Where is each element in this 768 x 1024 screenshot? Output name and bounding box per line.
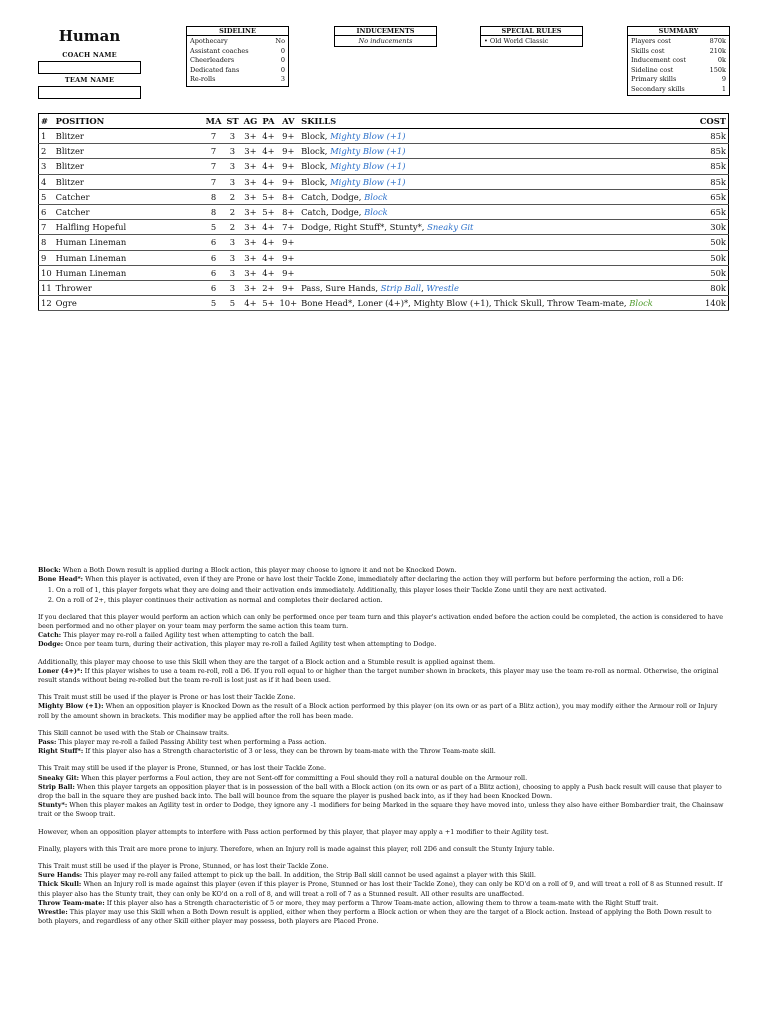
- player-num: 12: [39, 296, 54, 311]
- player-ag: 3+: [241, 174, 259, 189]
- summary-label: Players cost: [631, 37, 671, 45]
- sideline-label: Cheerleaders: [190, 56, 235, 65]
- player-row: [39, 144, 729, 159]
- skill-text: Block,: [301, 161, 331, 172]
- summary-label: Sideline cost: [631, 65, 674, 74]
- player-pa: 4+: [259, 174, 277, 189]
- player-num: 2: [39, 144, 54, 159]
- sideline-rows: [190, 37, 285, 85]
- player-av: 9+: [277, 280, 299, 295]
- roster-header-row: [39, 114, 729, 129]
- summary-box: [627, 26, 730, 96]
- player-av: 7+: [277, 220, 299, 235]
- player-av: 9+: [277, 265, 299, 280]
- player-ag: 3+: [241, 220, 259, 235]
- sideline-value: 3: [280, 75, 285, 84]
- player-ag: 4+: [241, 296, 259, 311]
- player-num: 3: [39, 159, 54, 174]
- team-name-label: TEAM NAME: [64, 76, 115, 84]
- player-ag: 3+: [241, 250, 259, 265]
- sideline-row: [190, 66, 285, 76]
- player-position: Thrower: [54, 280, 204, 295]
- player-cost: 85k: [694, 129, 729, 144]
- player-st: 3: [223, 144, 241, 159]
- glossary-note: This Trait must still be used if the player is Prone, Stunned, or has lost their Tackle Zone.: [38, 862, 329, 871]
- summary-row: [631, 75, 726, 85]
- sideline-label: Re-rolls: [190, 75, 216, 84]
- player-position: Blitzer: [54, 159, 204, 174]
- player-position: Human Lineman: [54, 235, 204, 250]
- inducements-title: INDUCEMENTS: [335, 27, 436, 36]
- glossary-entry-loner: Loner (4+)*: If this player wishes to use a team re-roll, roll a D6. If you roll equal to or higher than the target number shown in brackets, this player may use the team re-roll as normal. Otherwise, the original result stands without being re-rolled but the team re-roll is lost just as if it had been used.: [38, 666, 719, 685]
- glossary-entry-strip-ball: Strip Ball: When this player targets an opposition player that is in possession of the ball with a Block action (on its own or as part of a Blitz action), choosing to apply a Push back result will cause that player to drop the ball in the square they are pushed back into. The ball will bounce from the square the player is pushed back into, as if they had been Knocked Down.: [38, 782, 722, 801]
- player-skills: [299, 235, 694, 250]
- player-num: 4: [39, 174, 54, 189]
- player-cost: 30k: [694, 220, 729, 235]
- col-header-skills: SKILLS: [299, 114, 694, 129]
- player-position: Halfling Hopeful: [54, 220, 204, 235]
- player-st: 3: [223, 280, 241, 295]
- skill-text: Mighty Blow (+1): [330, 161, 406, 172]
- bone-head-list-item: 1. On a roll of 1, this player forgets what they are doing and their activation ends immediately. Additionally, this player loses their Tackle Zone until they are next activated.: [56, 586, 728, 595]
- player-ma: 6: [204, 235, 224, 250]
- player-ma: 8: [204, 189, 224, 204]
- skill-text: Catch, Dodge,: [301, 207, 365, 218]
- sideline-label: Apothecary: [190, 37, 228, 45]
- summary-value: 9: [721, 75, 726, 84]
- player-pa: 4+: [259, 144, 277, 159]
- player-ag: 3+: [241, 265, 259, 280]
- player-av: 9+: [277, 159, 299, 174]
- skill-text: Block: [364, 207, 388, 218]
- player-position: Blitzer: [54, 144, 204, 159]
- summary-rows: [631, 37, 726, 95]
- player-num: 6: [39, 204, 54, 219]
- player-pa: 2+: [259, 280, 277, 295]
- summary-value: 0k: [717, 56, 726, 65]
- sideline-row: [190, 37, 285, 47]
- player-skills: [299, 189, 694, 204]
- summary-label: Secondary skills: [631, 84, 685, 93]
- special-rule-item: • Old World Classic: [484, 37, 549, 45]
- skill-text: Block,: [301, 131, 331, 142]
- summary-value: 870k: [709, 37, 726, 45]
- player-av: 8+: [277, 189, 299, 204]
- player-st: 3: [223, 235, 241, 250]
- bone-head-list-item: 2. On a roll of 2+, this player continues their activation as normal and completes their declared action.: [56, 596, 728, 605]
- player-row: [39, 220, 729, 235]
- roster-table: [38, 113, 729, 311]
- glossary-entry-right-stuff: Right Stuff*: If this player also has a Strength characteristic of 3 or less, they can be thrown by team-mate with the Throw Team-mate skill.: [38, 747, 496, 756]
- player-ma: 5: [204, 296, 224, 311]
- player-st: 2: [223, 189, 241, 204]
- sideline-label: Dedicated fans: [190, 65, 240, 74]
- player-row: [39, 235, 729, 250]
- player-num: 10: [39, 265, 54, 280]
- player-row: [39, 296, 729, 311]
- coach-name-field[interactable]: [38, 61, 141, 74]
- col-header-position: POSITION: [54, 114, 204, 129]
- skill-text: Bone Head*, Loner (4+)*, Mighty Blow (+1), Thick Skull, Throw Team-mate,: [301, 298, 630, 309]
- skill-text: Catch, Dodge,: [301, 191, 365, 202]
- glossary-entry-pass: Pass: This player may re-roll a failed Passing Ability test when performing a Pass action.: [38, 738, 327, 747]
- player-st: 3: [223, 159, 241, 174]
- sideline-value: 0: [280, 56, 285, 65]
- col-header-num: #: [39, 114, 54, 129]
- skill-text: Mighty Blow (+1): [330, 131, 406, 142]
- player-ma: 5: [204, 220, 224, 235]
- player-ag: 3+: [241, 189, 259, 204]
- summary-label: Primary skills: [631, 75, 677, 84]
- glossary-entry-sure-hands: Sure Hands: This player may re-roll any failed attempt to pick up the ball. In addition, the Strip Ball skill cannot be used against a player with this Skill.: [38, 871, 536, 880]
- sideline-label: Assistant coaches: [190, 46, 249, 55]
- player-cost: 85k: [694, 144, 729, 159]
- player-ma: 7: [204, 159, 224, 174]
- glossary-entry-thick-skull: Thick Skull: When an Injury roll is made against this player (even if this player is Prone, Stunned or has lost their Tackle Zone), they can only be KO'd on a roll of 9, and will treat a roll of 8 as Stunned result. If this player also has the Stunty trait, they can only be KO'd on a roll of 8, and will treat a roll of 7 as a Stunned result. All other results are unaffected.: [38, 880, 723, 898]
- player-pa: 4+: [259, 129, 277, 144]
- player-cost: 65k: [694, 204, 729, 219]
- player-skills: [299, 296, 694, 311]
- skill-text: Block,: [301, 176, 331, 187]
- skill-text: Strip Ball: [380, 282, 422, 293]
- skill-text: Pass, Sure Hands,: [301, 282, 381, 293]
- skill-text: ,: [421, 282, 427, 293]
- skill-text: Mighty Blow (+1): [330, 146, 406, 157]
- glossary-note: However, when an opposition player attempts to interfere with Pass action performed by this player, that player may apply a +1 modifier to their Agility test.: [38, 827, 549, 836]
- player-ag: 3+: [241, 280, 259, 295]
- player-row: [39, 250, 729, 265]
- summary-row: [631, 56, 726, 66]
- player-cost: 140k: [694, 296, 729, 311]
- coach-name-label: COACH NAME: [62, 51, 117, 59]
- col-header-st: ST: [223, 114, 241, 129]
- glossary-entry-stunty: Stunty*: When this player makes an Agility test in order to Dodge, they ignore any -1 modifiers for being Marked in the square they have moved into, unless they also have either Bombardier trait, the Chainsaw trait or the Swoop trait.: [38, 801, 724, 819]
- player-skills: [299, 280, 694, 295]
- player-num: 7: [39, 220, 54, 235]
- player-ma: 6: [204, 265, 224, 280]
- skill-text: Block: [364, 191, 388, 202]
- player-row: [39, 159, 729, 174]
- player-num: 11: [39, 280, 54, 295]
- glossary-note: This Skill cannot be used with the Stab or Chainsaw traits.: [38, 728, 229, 737]
- player-ma: 6: [204, 250, 224, 265]
- sideline-value: 0: [280, 46, 285, 55]
- glossary-note: This Trait may still be used if the player is Prone, Stunned, or has lost their Tackle Zone.: [38, 764, 326, 773]
- player-st: 2: [223, 220, 241, 235]
- player-ag: 3+: [241, 144, 259, 159]
- player-cost: 80k: [694, 280, 729, 295]
- player-cost: 85k: [694, 174, 729, 189]
- sideline-row: [190, 75, 285, 85]
- skill-text: Dodge, Right Stuff*, Stunty*,: [301, 222, 428, 233]
- glossary-entry-dodge: Dodge: Once per team turn, during their activation, this player may re-roll a failed Agility test when attempting to Dodge.: [38, 640, 437, 649]
- player-pa: 4+: [259, 159, 277, 174]
- player-ag: 3+: [241, 129, 259, 144]
- col-header-cost: COST: [694, 114, 729, 129]
- player-position: Ogre: [54, 296, 204, 311]
- player-st: 2: [223, 204, 241, 219]
- player-cost: 50k: [694, 265, 729, 280]
- sideline-row: [190, 47, 285, 57]
- summary-label: Inducement cost: [631, 56, 686, 65]
- player-skills: [299, 144, 694, 159]
- player-ma: 6: [204, 280, 224, 295]
- team-title: Human: [58, 27, 121, 45]
- player-ma: 7: [204, 144, 224, 159]
- player-cost: 50k: [694, 250, 729, 265]
- inducements-box: [334, 26, 437, 47]
- player-num: 9: [39, 250, 54, 265]
- player-skills: [299, 129, 694, 144]
- player-pa: 5+: [259, 189, 277, 204]
- player-skills: [299, 220, 694, 235]
- bone-head-list: [38, 586, 728, 604]
- player-ma: 7: [204, 174, 224, 189]
- player-skills: [299, 204, 694, 219]
- summary-row: [631, 66, 726, 76]
- player-av: 9+: [277, 129, 299, 144]
- player-num: 5: [39, 189, 54, 204]
- summary-label: Skills cost: [631, 46, 665, 55]
- player-st: 3: [223, 174, 241, 189]
- player-pa: 4+: [259, 265, 277, 280]
- col-header-av: AV: [277, 114, 299, 129]
- player-av: 8+: [277, 204, 299, 219]
- glossary-entry-block: Block: When a Both Down result is applied during a Block action, this player may choose to ignore it and not be Knocked Down.: [38, 566, 457, 574]
- player-av: 9+: [277, 174, 299, 189]
- player-position: Human Lineman: [54, 250, 204, 265]
- player-ma: 7: [204, 129, 224, 144]
- glossary-note: If you declared that this player would perform an action which can only be performed once per team turn and this player's activation ended before the action could be completed, the action is considered to have been performed and no other player on your team may perform the same action this team turn.: [38, 612, 723, 631]
- player-skills: [299, 265, 694, 280]
- player-av: 9+: [277, 235, 299, 250]
- glossary-entry-mighty-blow: Mighty Blow (+1): When an opposition player is Knocked Down as the result of a Block action performed by this player (on its own or as part of a Blitz action), you may modify either the Armour roll or Injury roll by the amount shown in brackets. This modifier may be applied after the roll has been made.: [38, 702, 718, 720]
- player-cost: 65k: [694, 189, 729, 204]
- player-row: [39, 129, 729, 144]
- player-ma: 8: [204, 204, 224, 219]
- skill-text: Block,: [301, 146, 331, 157]
- player-st: 3: [223, 250, 241, 265]
- player-num: 1: [39, 129, 54, 144]
- player-st: 5: [223, 296, 241, 311]
- summary-value: 210k: [709, 46, 726, 55]
- sideline-value: No: [275, 37, 285, 45]
- player-st: 3: [223, 265, 241, 280]
- glossary-note: Additionally, this player may choose to use this Skill when they are the target of a Block action and a Stumble result is applied against them.: [38, 657, 496, 666]
- sideline-value: 0: [280, 65, 285, 74]
- player-row: [39, 189, 729, 204]
- player-ag: 3+: [241, 204, 259, 219]
- player-skills: [299, 174, 694, 189]
- summary-row: [631, 85, 726, 95]
- player-position: Catcher: [54, 189, 204, 204]
- sideline-title: SIDELINE: [187, 27, 288, 36]
- player-ag: 3+: [241, 159, 259, 174]
- team-name-field[interactable]: [38, 86, 141, 99]
- special-rules-box: [480, 26, 583, 47]
- skill-text: Block: [629, 298, 653, 309]
- player-skills: [299, 250, 694, 265]
- player-skills: [299, 159, 694, 174]
- player-row: [39, 204, 729, 219]
- player-num: 8: [39, 235, 54, 250]
- player-pa: 4+: [259, 235, 277, 250]
- glossary-entry-throw-team-mate: Throw Team-mate: If this player also has a Strength characteristic of 5 or more, they may perform a Throw Team-mate action, allowing them to throw a team-mate with the Right Stuff trait.: [38, 898, 659, 907]
- player-position: Human Lineman: [54, 265, 204, 280]
- player-cost: 85k: [694, 159, 729, 174]
- glossary-entry-wrestle: Wrestle: This player may use this Skill when a Both Down result is applied, either when they perform a Block action or when they are the target of a Block action. Instead of applying the Both Down result to both players, and regardless of any other Skill either player may possess, both players are Placed Prone.: [38, 908, 712, 926]
- summary-value: 1: [721, 84, 726, 93]
- player-pa: 5+: [259, 204, 277, 219]
- col-header-ma: MA: [204, 114, 224, 129]
- sideline-row: [190, 56, 285, 66]
- glossary-note: Finally, players with this Trait are more prone to injury. Therefore, when an Injury roll is made against this player, roll 2D6 and consult the Stunty Injury table.: [38, 844, 555, 853]
- glossary-entry-catch: Catch: This player may re-roll a failed Agility test when attempting to catch the ball.: [38, 631, 314, 640]
- player-st: 3: [223, 129, 241, 144]
- player-pa: 4+: [259, 250, 277, 265]
- summary-row: [631, 47, 726, 57]
- player-position: Blitzer: [54, 174, 204, 189]
- col-header-pa: PA: [259, 114, 277, 129]
- summary-value: 150k: [709, 65, 726, 74]
- player-position: Catcher: [54, 204, 204, 219]
- player-pa: 4+: [259, 220, 277, 235]
- inducements-text: No inducements: [358, 37, 413, 45]
- roster-body: [39, 129, 729, 311]
- player-av: 9+: [277, 144, 299, 159]
- glossary-entry-sneaky-git: Sneaky Git: When this player performs a Foul action, they are not Sent-off for committing a Foul should they roll a natural double on the Armour roll.: [38, 773, 528, 782]
- player-av: 9+: [277, 250, 299, 265]
- special-rules-title: SPECIAL RULES: [481, 27, 582, 36]
- glossary-entry-bone-head: Bone Head*: When this player is activated, even if they are Prone or have lost their Tackle Zone, immediately after declaring the action they will perform but before performing the action, roll a D6:: [38, 575, 684, 584]
- player-cost: 50k: [694, 235, 729, 250]
- summary-title: SUMMARY: [628, 27, 729, 36]
- player-ag: 3+: [241, 235, 259, 250]
- player-position: Blitzer: [54, 129, 204, 144]
- col-header-ag: AG: [241, 114, 259, 129]
- player-av: 10+: [277, 296, 299, 311]
- player-row: [39, 280, 729, 295]
- player-row: [39, 265, 729, 280]
- summary-row: [631, 37, 726, 47]
- skill-text: Sneaky Git: [427, 222, 474, 233]
- player-pa: 5+: [259, 296, 277, 311]
- sideline-box: [186, 26, 289, 87]
- skill-text: Mighty Blow (+1): [330, 176, 406, 187]
- skills-glossary: [38, 566, 728, 927]
- player-row: [39, 174, 729, 189]
- skill-text: Wrestle: [426, 282, 459, 293]
- glossary-note: This Trait must still be used if the player is Prone or has lost their Tackle Zone.: [38, 693, 296, 702]
